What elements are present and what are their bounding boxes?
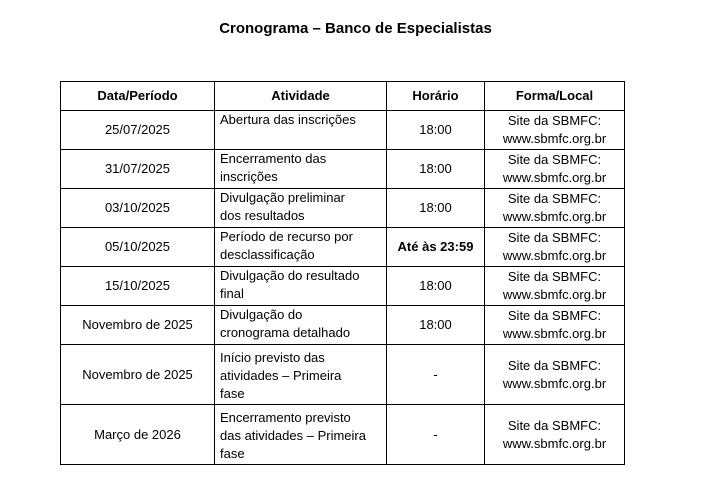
cell-date: 03/10/2025	[61, 189, 215, 228]
cell-activity: Encerramento previsto das atividades – Primeira fase	[215, 405, 387, 465]
header-date: Data/Período	[61, 82, 215, 111]
cell-date: 31/07/2025	[61, 150, 215, 189]
table-row	[61, 189, 625, 228]
cell-date: 05/10/2025	[61, 228, 215, 267]
header-time: Horário	[387, 82, 485, 111]
page-title: Cronograma – Banco de Especialistas	[219, 20, 492, 37]
table-row	[61, 345, 625, 405]
table-row	[61, 150, 625, 189]
table-header-row	[61, 82, 625, 111]
cell-time: 18:00	[387, 150, 485, 189]
cell-date: 15/10/2025	[61, 267, 215, 306]
cell-date: Novembro de 2025	[61, 306, 215, 345]
table-row	[61, 267, 625, 306]
table-row	[61, 228, 625, 267]
cell-activity: Período de recurso por desclassificação	[215, 228, 387, 267]
cell-time: 18:00	[387, 189, 485, 228]
cell-place: Site da SBMFC: www.sbmfc.org.br	[485, 405, 625, 465]
cell-time: 18:00	[387, 306, 485, 345]
cell-time: -	[387, 405, 485, 465]
cell-activity: Divulgação do cronograma detalhado	[215, 306, 387, 345]
table-row	[61, 306, 625, 345]
header-activity: Atividade	[215, 82, 387, 111]
header-place: Forma/Local	[485, 82, 625, 111]
cell-activity: Divulgação do resultado final	[215, 267, 387, 306]
schedule-table	[60, 81, 625, 465]
cell-date: Março de 2026	[61, 405, 215, 465]
cell-place: Site da SBMFC: www.sbmfc.org.br	[485, 189, 625, 228]
cell-place: Site da SBMFC: www.sbmfc.org.br	[485, 111, 625, 150]
cell-date: Novembro de 2025	[61, 345, 215, 405]
cell-place: Site da SBMFC: www.sbmfc.org.br	[485, 345, 625, 405]
cell-place: Site da SBMFC: www.sbmfc.org.br	[485, 267, 625, 306]
cell-time: 18:00	[387, 267, 485, 306]
cell-time: -	[387, 345, 485, 405]
cell-activity: Divulgação preliminar dos resultados	[215, 189, 387, 228]
cell-time: 18:00	[387, 111, 485, 150]
cell-time: Até às 23:59	[387, 228, 485, 267]
cell-place: Site da SBMFC: www.sbmfc.org.br	[485, 228, 625, 267]
cell-place: Site da SBMFC: www.sbmfc.org.br	[485, 150, 625, 189]
cell-activity: Início previsto das atividades – Primeira fase	[215, 345, 387, 405]
cell-activity: Abertura das inscrições	[215, 111, 387, 150]
table-row	[61, 111, 625, 150]
cell-activity: Encerramento das inscrições	[215, 150, 387, 189]
cell-place: Site da SBMFC: www.sbmfc.org.br	[485, 306, 625, 345]
table-row	[61, 405, 625, 465]
cell-date: 25/07/2025	[61, 111, 215, 150]
